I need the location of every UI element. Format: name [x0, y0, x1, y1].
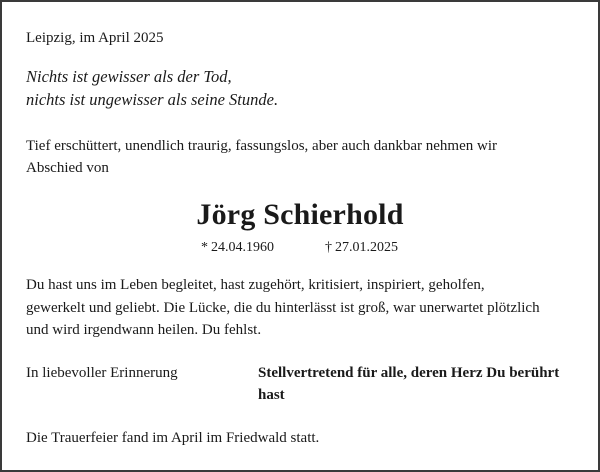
death-date-value: 27.01.2025 — [335, 240, 398, 255]
death-cross-icon: † — [325, 240, 332, 255]
birth-symbol: * — [201, 240, 208, 255]
closing-signature — [258, 362, 588, 406]
deceased-name: Jörg Schierhold — [196, 198, 404, 231]
birth-date — [201, 239, 274, 257]
ceremony-note: Die Trauerfeier fand im April im Friedwald statt. — [26, 430, 320, 446]
signature-line: hast — [258, 387, 285, 403]
closing-remembrance: In liebevoller Erinnerung — [26, 365, 178, 381]
motto-line: nichts ist ungewisser als seine Stunde. — [26, 90, 279, 109]
signature-line: Stellvertretend für alle, deren Herz Du berührt — [258, 365, 560, 381]
motto-line: Nichts ist gewisser als der Tod, — [26, 67, 232, 86]
message-line: Du hast uns im Leben begleitet, hast zugehört, kritisiert, inspiriert, geholfen, — [26, 277, 485, 293]
intro-text — [26, 135, 586, 179]
message-line: gewerkelt und geliebt. Die Lücke, die du hinterlässt ist groß, war unerwartet plötzlich — [26, 299, 540, 316]
message-line: und wird irgendwann heilen. Du fehlst. — [26, 322, 262, 338]
birth-date-value: 24.04.1960 — [211, 240, 274, 255]
intro-line: Tief erschüttert, unendlich traurig, fassungslos, aber auch dankbar nehmen wir — [26, 138, 497, 154]
death-date — [325, 239, 398, 257]
motto-quote — [26, 65, 278, 111]
dateline: Leipzig, im April 2025 — [26, 30, 164, 46]
farewell-message — [26, 274, 591, 342]
intro-line: Abschied von — [26, 160, 109, 176]
